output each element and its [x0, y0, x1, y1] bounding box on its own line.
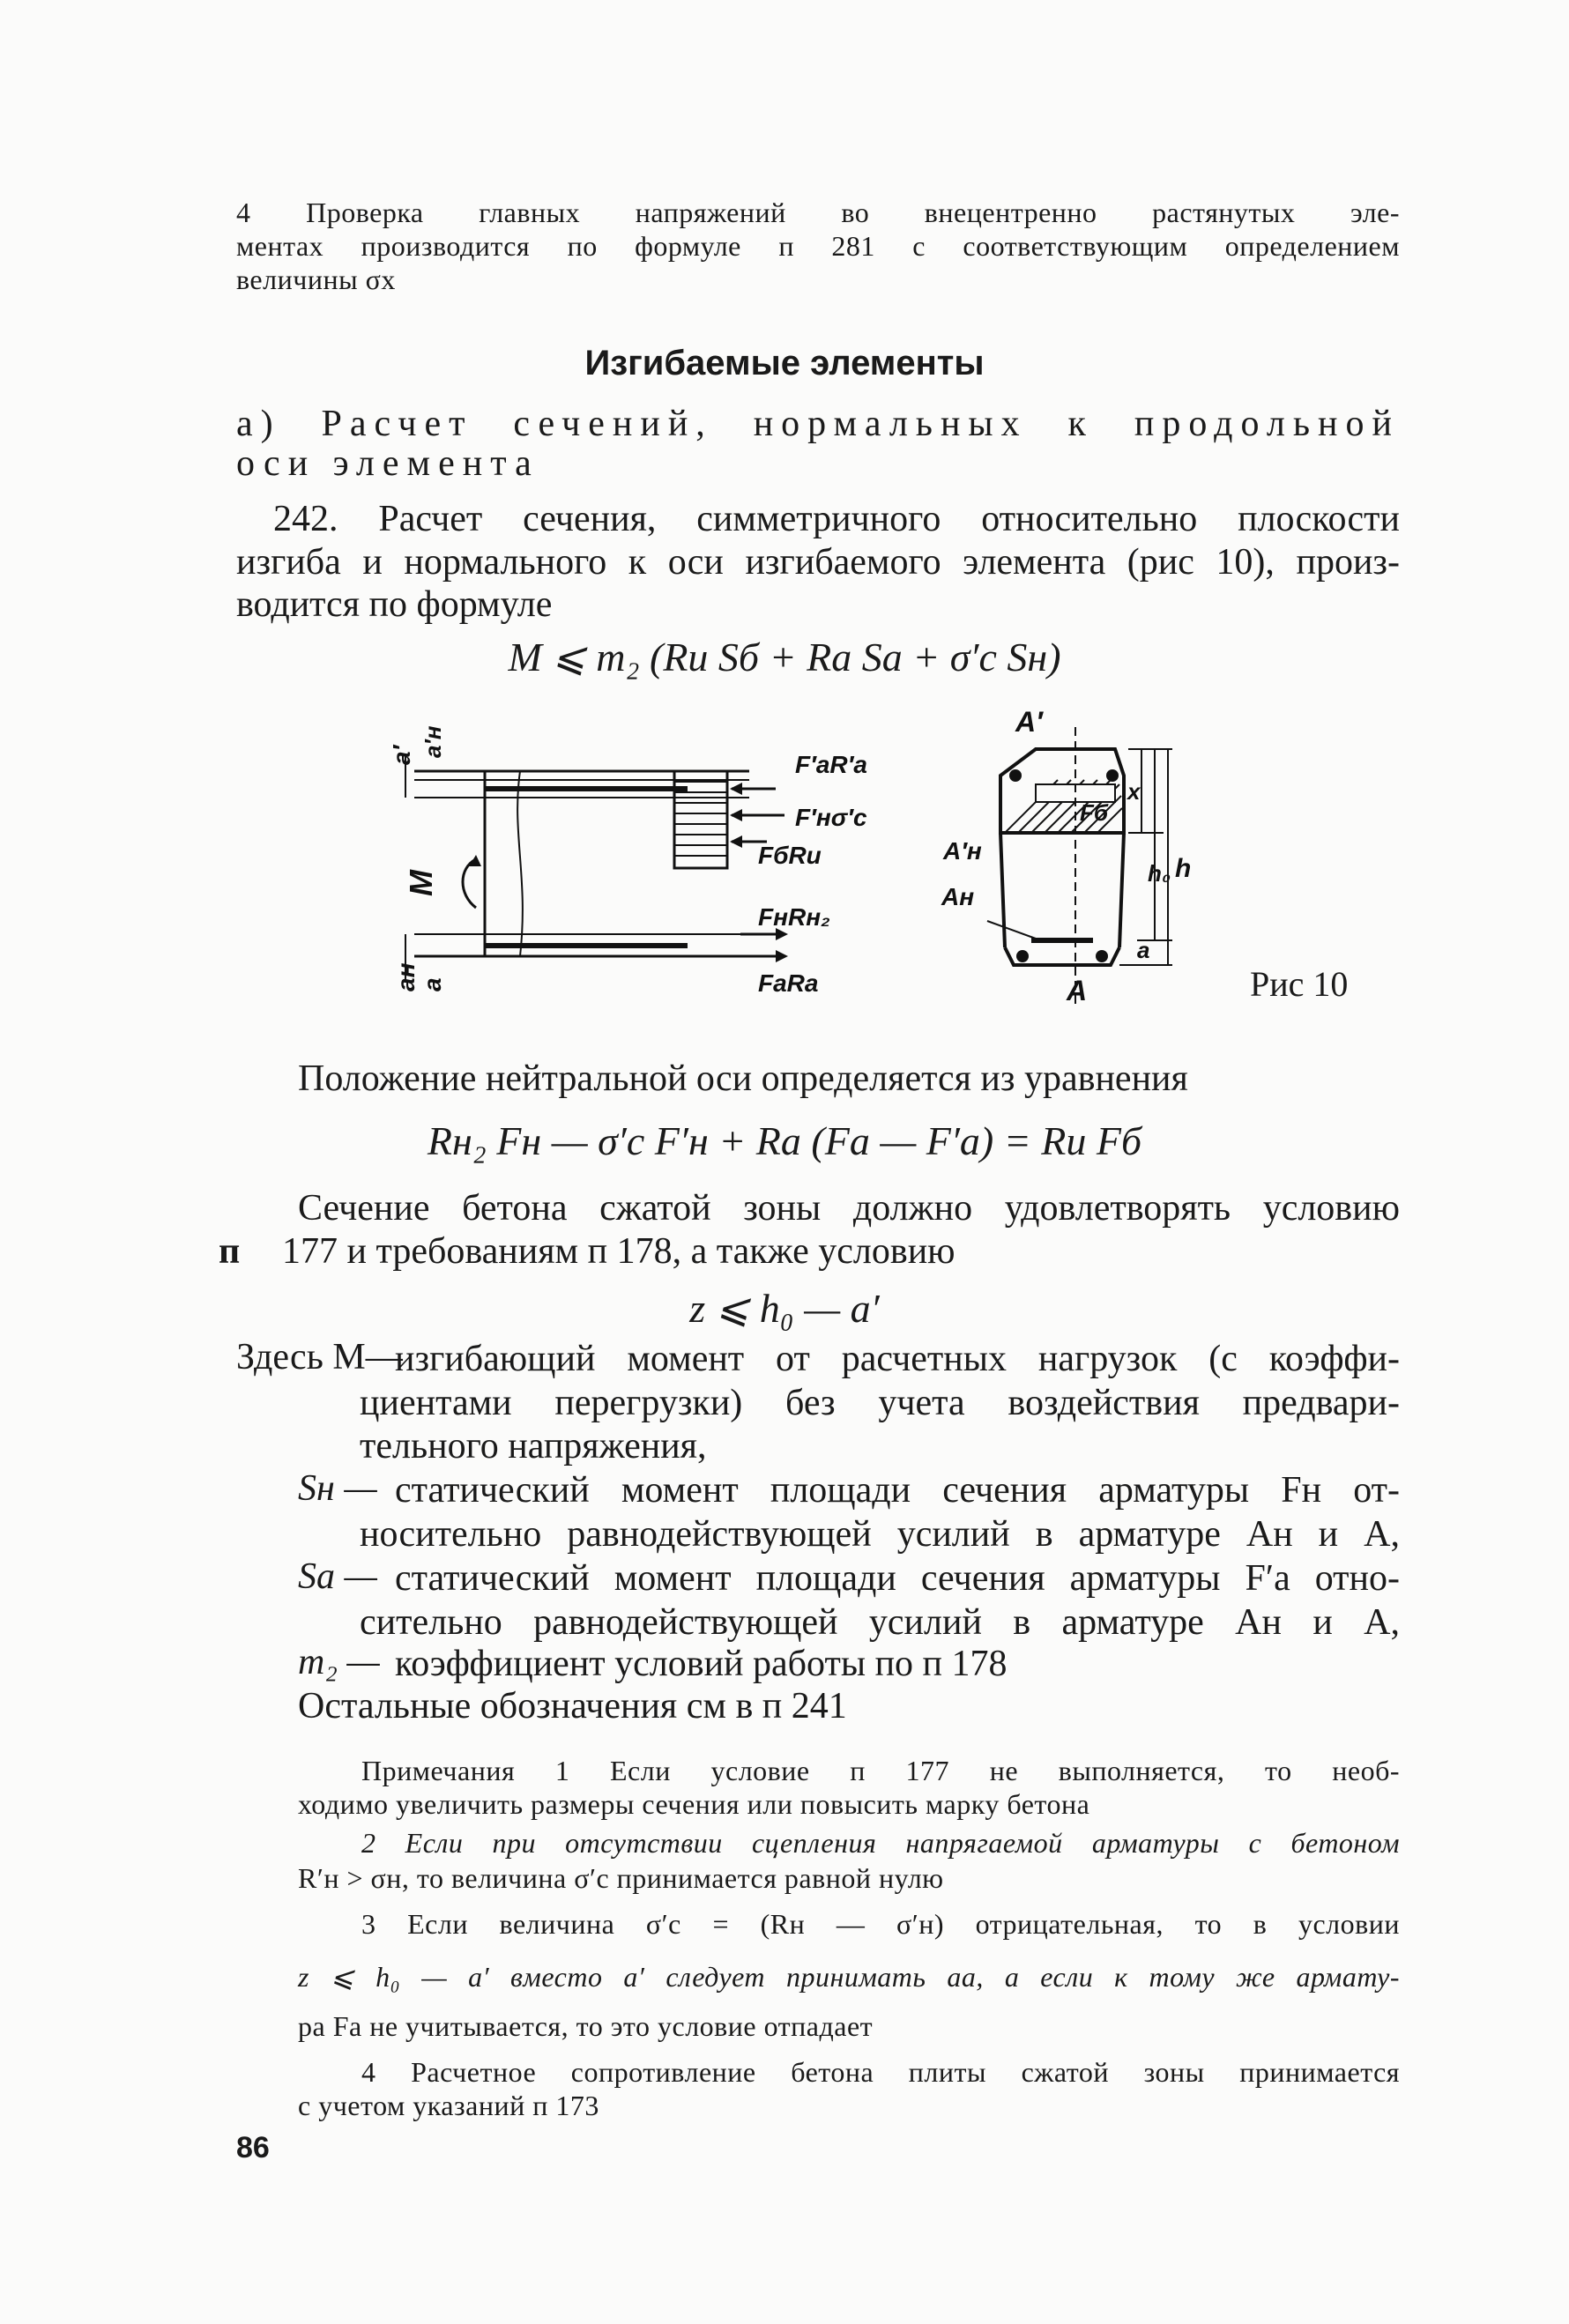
label-x: x	[1127, 778, 1141, 805]
label-force-5: FаRа	[758, 969, 819, 997]
label-h: h	[1175, 854, 1192, 883]
definition-line: коэффициент условий работы по п 178	[395, 1644, 1008, 1684]
definition-key-sa: Sа —	[298, 1556, 377, 1597]
dim-a: a	[419, 977, 446, 991]
notes-line: ра Fа не учитывается, то это условие отпадает	[298, 2010, 874, 2042]
definition-line: статический момент площади сечения арматуры F′а отно-	[395, 1558, 1400, 1599]
notes-line: 4 Расчетное сопротивление бетона плиты сжатой зоны принимается	[361, 2056, 1400, 2088]
paragraph-line: 242. Расчет сечения, симметричного относительно плоскости	[273, 499, 1400, 539]
paragraph-section-mark: п	[219, 1231, 241, 1272]
notes-line: R′н > σн, то величина σ′с принимается равной нулю	[298, 1862, 944, 1894]
definition-line: статический момент площади сечения арматуры Fн от-	[395, 1470, 1400, 1511]
section-heading: Изгибаемые элементы	[584, 344, 985, 382]
page-number: 86	[236, 2131, 270, 2164]
label-a-top: A′	[1015, 706, 1043, 738]
figure-caption: Рис 10	[1250, 964, 1349, 1004]
beam-drawing	[405, 754, 788, 983]
notes-line: Примечания 1 Если условие п 177 не выполняется, то необ-	[361, 1755, 1400, 1786]
formula-moment: M ⩽ m₂ (Rи Sб + Rа Sа + σ′с Sн)	[508, 635, 1061, 679]
note-line: величины σx	[236, 264, 396, 295]
notes-line: с учетом указаний п 173	[298, 2090, 599, 2121]
subheading-line1: а) Расчет сечений, нормальных к продольной	[236, 404, 1400, 444]
dim-a-prime-n: a′н	[420, 725, 446, 758]
definition-line: сительно равнодействующей усилий в арматуре Aн и A,	[360, 1602, 1400, 1643]
definition-line: циентами перегрузки) без учета воздействия предвари-	[360, 1383, 1400, 1423]
label-a-bottom: A	[1067, 975, 1088, 1006]
definition-line: носительно равнодействующей усилий в арматуре Aн и A,	[360, 1514, 1400, 1555]
label-force-4: FнRн₂	[758, 903, 830, 931]
paragraph-line: изгиба и нормального к оси изгибаемого элемента (рис 10), произ-	[236, 542, 1400, 583]
dim-a-n: aн	[392, 962, 420, 991]
paragraph-line: водится по формуле	[236, 584, 553, 625]
note-line: 4 Проверка главных напряжений во внецентренно растянутых эле-	[236, 197, 1400, 228]
label-force-2: F′нσ′с	[795, 804, 867, 831]
paragraph-section-line1: Сечение бетона сжатой зоны должно удовлетворять условию	[298, 1188, 1400, 1229]
paragraph-neutral-axis: Положение нейтральной оси определяется из уравнения	[298, 1058, 1188, 1099]
label-fb: Fб	[1080, 799, 1108, 826]
definition-key-m: Здесь M—	[236, 1337, 403, 1377]
label-moment: M	[403, 870, 439, 896]
formula-condition: z ⩽ h₀ — a′	[689, 1286, 880, 1331]
label-a-n: Aн	[941, 883, 975, 910]
paragraph-section-line2: 177 и требованиям п 178, а также условию	[282, 1231, 956, 1272]
note-line: ментах производится по формуле п 281 с соответствующим определением	[236, 230, 1400, 262]
notes-line: 3 Если величина σ′с = (Rн — σ′н) отрицательная, то в условии	[361, 1908, 1400, 1940]
notes-line: z ⩽ h₀ — a′ вместо a′ следует принимать aа, а если к тому же армату-	[298, 1961, 1400, 1993]
label-a-dim: a	[1137, 937, 1150, 963]
formula-neutral-axis: Rн₂ Fн — σ′с F′н + Rа (Fа — F′а) = Rи Fб	[427, 1118, 1142, 1163]
definition-key-m2: m₂ —	[298, 1642, 380, 1682]
notes-line: 2 Если при отсутствии сцепления напрягаемой арматуры с бетоном	[361, 1827, 1400, 1859]
subheading-line2: оси элемента	[236, 443, 539, 484]
label-a-prime-n: A′н	[943, 837, 982, 865]
label-h0: h₀	[1148, 860, 1171, 887]
label-force-1: F′аR′а	[795, 751, 867, 778]
definition-line: изгибающий момент от расчетных нагрузок (с коэффи-	[395, 1339, 1400, 1379]
notes-line: ходимо увеличить размеры сечения или повысить марку бетона	[298, 1788, 1090, 1820]
others-note: Остальные обозначения см в п 241	[298, 1686, 847, 1726]
dim-a-prime: a′	[388, 745, 415, 765]
definition-line: тельного напряжения,	[360, 1426, 707, 1466]
definition-key-sn: Sн —	[298, 1468, 377, 1509]
label-force-3: FбRи	[758, 842, 822, 869]
